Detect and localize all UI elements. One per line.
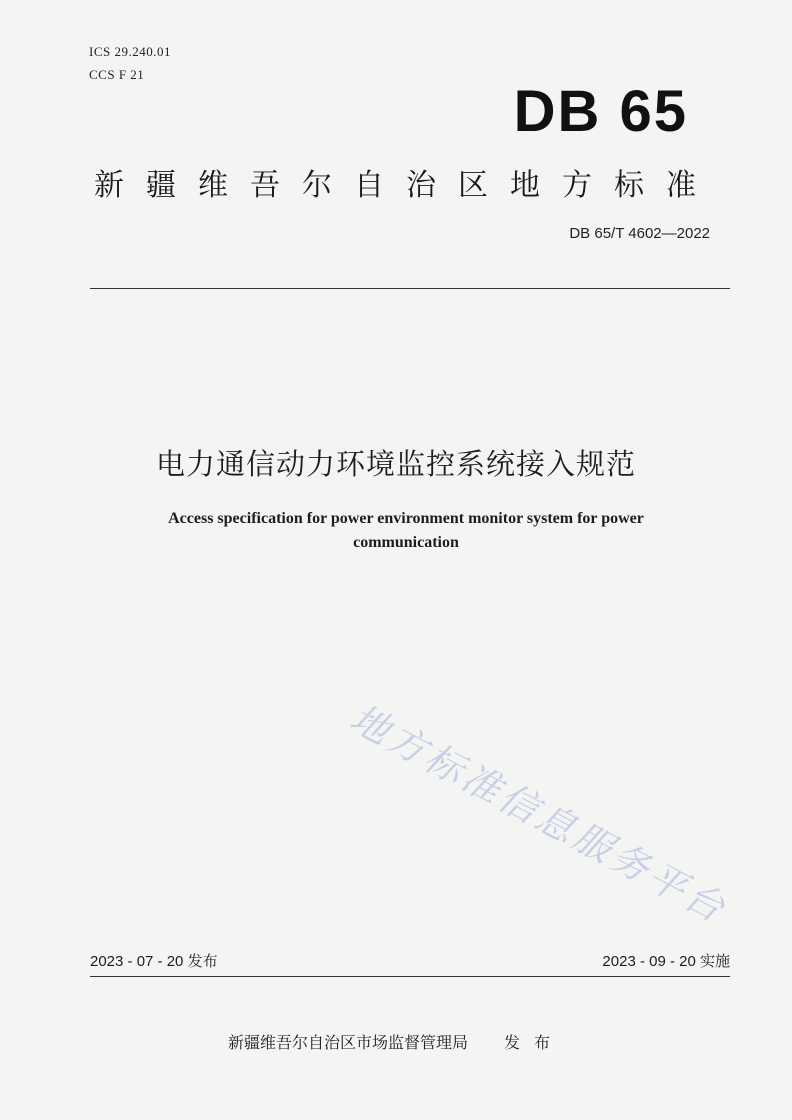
ics-code: ICS 29.240.01	[89, 44, 171, 59]
document-title-zh: 电力通信动力环境监控系统接入规范	[155, 447, 636, 481]
watermark: 地方标准信息服务平台	[343, 695, 735, 932]
implementation-date: 2023 - 09 - 20 实施	[602, 953, 730, 970]
document-title-en	[96, 507, 716, 555]
ccs-code: CCS F 21	[89, 67, 145, 82]
standard-category: 新疆维吾尔自治区地方标准	[94, 168, 718, 203]
standard-code-badge: DB 65	[513, 79, 688, 144]
top-divider	[90, 288, 730, 289]
standard-number: DB 65/T 4602—2022	[569, 225, 710, 242]
issuer-name: 新疆维吾尔自治区市场监督管理局	[227, 1033, 468, 1052]
title-en-line-2: communication	[353, 534, 459, 551]
title-en-line-1: Access specification for power environment monitor system for power	[168, 510, 644, 527]
issue-date: 2023 - 07 - 20 发布	[90, 953, 218, 970]
issue-word: 发布	[504, 1033, 565, 1052]
issuing-authority	[0, 1030, 792, 1053]
bottom-divider	[90, 976, 730, 977]
